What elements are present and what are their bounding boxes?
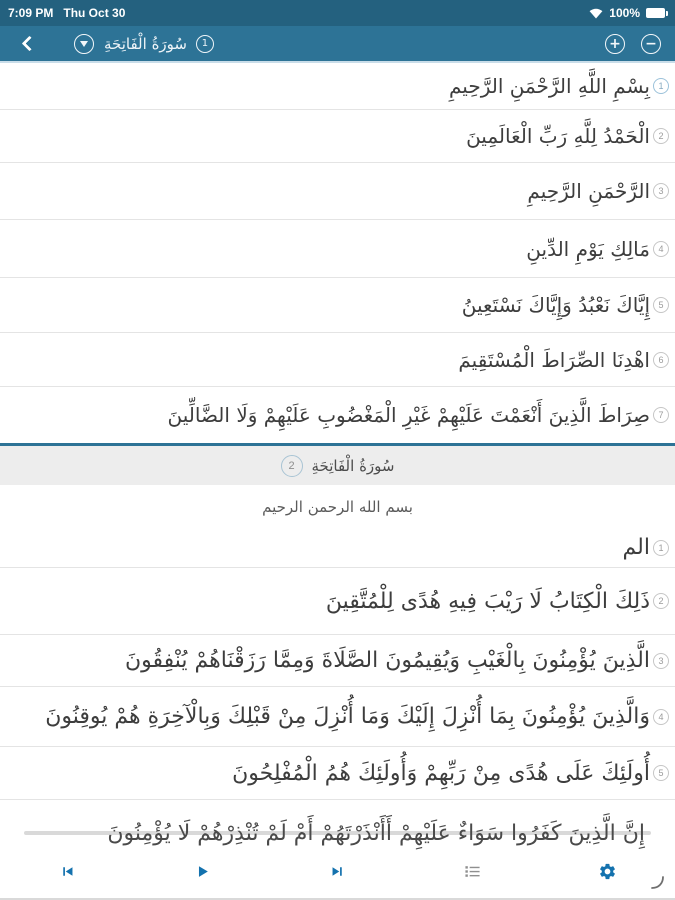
verse-text: صِرَاطَ الَّذِينَ أَنْعَمْتَ عَلَيْهِمْ غَيْرِ الْمَغْضُوبِ عَلَيْهِمْ وَلَا الضَّالِّينَ — [167, 403, 650, 427]
verse-list-icon — [464, 863, 481, 880]
verse-row[interactable] — [0, 110, 675, 163]
verse-text: إِيَّاكَ نَعْبُدُ وَإِيَّاكَ نَسْتَعِينُ — [461, 293, 650, 317]
settings-gear-icon — [598, 862, 617, 881]
verse-text: الْحَمْدُ لِلَّهِ رَبِّ الْعَالَمِينَ — [466, 124, 650, 148]
verse-row[interactable] — [0, 278, 675, 333]
verse-number-badge: 2 — [653, 128, 669, 144]
status-left — [8, 6, 125, 20]
page-title: سُورَةُ الْفَاتِحَةِ — [104, 34, 187, 53]
page-curl-mark — [650, 875, 666, 891]
verse-number-badge: 5 — [653, 297, 669, 313]
status-bar — [0, 0, 675, 26]
verse-text: أُولَئِكَ عَلَى هُدًى مِنْ رَبِّهِمْ وَأُولَئِكَ هُمُ الْمُفْلِحُونَ — [232, 760, 650, 786]
verse-number-badge: 1 — [653, 540, 669, 556]
verse-number-badge: 7 — [653, 407, 669, 423]
verse-number-badge: 5 — [653, 765, 669, 781]
verse-row[interactable] — [0, 163, 675, 220]
verse-number-badge: 1 — [653, 78, 669, 94]
skip-next-icon — [329, 863, 346, 880]
verse-row[interactable] — [0, 333, 675, 387]
verse-row[interactable] — [0, 63, 675, 110]
verse-text: وَالَّذِينَ يُؤْمِنُونَ بِمَا أُنْزِلَ إِلَيْكَ وَمَا أُنْزِلَ مِنْ قَبْلِكَ وَبِالْآخِرَةِ هُمْ يُوقِنُونَ — [45, 704, 650, 729]
surah-number-badge: 2 — [281, 455, 303, 477]
minus-icon: − — [645, 35, 657, 52]
app-header — [0, 26, 675, 63]
wifi-icon — [589, 8, 603, 19]
plus-icon: + — [609, 35, 621, 52]
skip-previous-icon — [59, 863, 76, 880]
verse-number-badge: 2 — [653, 593, 669, 609]
battery-percent: 100% — [609, 6, 640, 20]
verse-number-badge: 4 — [653, 709, 669, 725]
verse-text: بِسْمِ اللَّهِ الرَّحْمَنِ الرَّحِيمِ — [448, 74, 650, 98]
verse-number-badge: 6 — [653, 352, 669, 368]
verse-text: مَالِكِ يَوْمِ الدِّينِ — [526, 236, 650, 261]
verse-number-badge: 4 — [653, 241, 669, 257]
surah-dropdown-button[interactable] — [74, 34, 94, 54]
verse-text: الم — [622, 535, 650, 560]
battery-icon — [646, 8, 665, 18]
back-chevron-icon — [21, 36, 37, 52]
verse-row[interactable] — [0, 568, 675, 635]
surah-divider-header[interactable] — [0, 446, 675, 485]
verse-number-badge: 3 — [653, 653, 669, 669]
status-date: Thu Oct 30 — [63, 6, 126, 20]
verse-row[interactable] — [0, 387, 675, 443]
verse-text: ذَلِكَ الْكِتَابُ لَا رَيْبَ فِيهِ هُدًى لِلْمُتَّقِينَ — [325, 588, 650, 614]
verse-row[interactable] — [0, 220, 675, 278]
play-icon — [194, 863, 211, 880]
verse-row[interactable] — [0, 635, 675, 687]
verse-row[interactable] — [0, 687, 675, 747]
skip-previous-button[interactable] — [0, 863, 135, 880]
bottom-toolbar — [0, 843, 675, 899]
zoom-out-button[interactable] — [641, 34, 661, 54]
verse-text: الرَّحْمَنِ الرَّحِيمِ — [527, 179, 650, 203]
verse-list-button[interactable] — [405, 863, 540, 880]
partially-visible-verse-row[interactable] — [0, 800, 675, 846]
verse-text-clipped: إِنَّ الَّذِينَ كَفَرُوا سَوَاءٌ عَلَيْهِمْ أَأَنْذَرْتَهُمْ أَمْ لَمْ تُنْذِرْهُمْ لَا يُؤْمِنُونَ — [107, 821, 645, 846]
basmala-text: بسم الله الرحمن الرحيم — [0, 485, 675, 528]
surah-number-badge: 1 — [196, 35, 214, 53]
surah-divider-title: سُورَةُ الْفَاتِحَةِ — [311, 456, 395, 475]
play-button[interactable] — [135, 863, 270, 880]
skip-next-button[interactable] — [270, 863, 405, 880]
status-time: 7:09 PM — [8, 6, 54, 20]
zoom-in-button[interactable] — [605, 34, 625, 54]
verse-row[interactable] — [0, 528, 675, 568]
verse-list-baqarah — [0, 528, 675, 846]
chevron-down-icon — [80, 41, 88, 47]
back-button[interactable] — [14, 31, 40, 57]
verse-list-fatiha — [0, 63, 675, 443]
verse-text: اهْدِنَا الصِّرَاطَ الْمُسْتَقِيمَ — [458, 347, 650, 372]
verse-number-badge: 3 — [653, 183, 669, 199]
status-right — [589, 6, 665, 20]
verse-row[interactable] — [0, 747, 675, 800]
verse-text: الَّذِينَ يُؤْمِنُونَ بِالْغَيْبِ وَيُقِيمُونَ الصَّلَاةَ وَمِمَّا رَزَقْنَاهُمْ يُنْفِقُونَ — [124, 648, 650, 673]
